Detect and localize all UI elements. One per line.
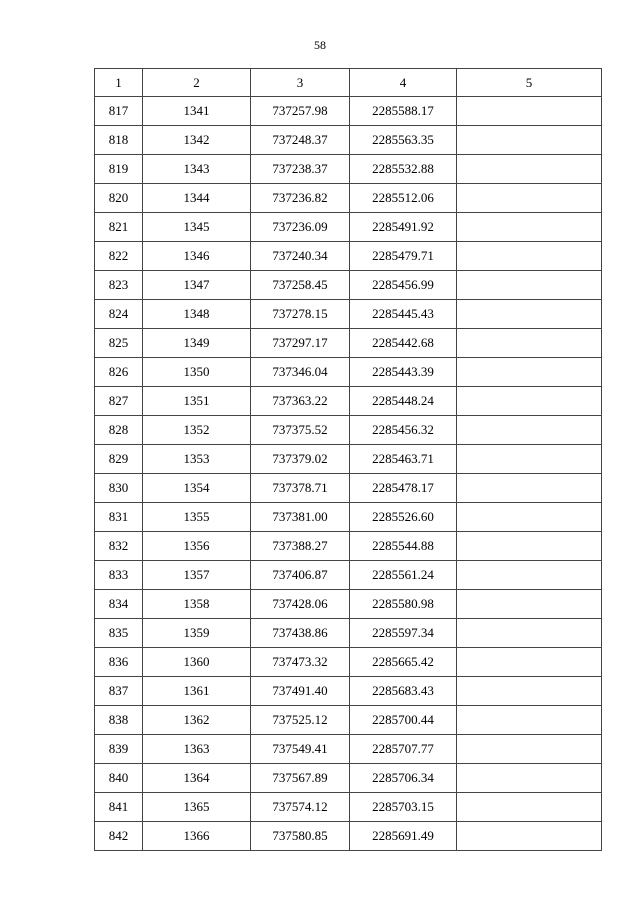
table-cell-col-4: 2285588.17 — [350, 97, 457, 126]
table-cell-col-2: 1348 — [143, 300, 251, 329]
table-cell-col-2: 1364 — [143, 764, 251, 793]
table-cell-col-1: 840 — [95, 764, 143, 793]
table-cell-col-3: 737278.15 — [251, 300, 350, 329]
table-cell-col-5 — [457, 213, 602, 242]
table-cell-col-4: 2285443.39 — [350, 358, 457, 387]
table-row — [95, 184, 602, 213]
table-cell-col-5 — [457, 184, 602, 213]
table-cell-col-2: 1342 — [143, 126, 251, 155]
page-number: 58 — [314, 38, 326, 52]
table-cell-col-4: 2285479.71 — [350, 242, 457, 271]
table-cell-col-5 — [457, 648, 602, 677]
table-cell-col-4: 2285512.06 — [350, 184, 457, 213]
table-cell-col-4: 2285478.17 — [350, 474, 457, 503]
table-cell-col-3: 737240.34 — [251, 242, 350, 271]
table-cell-col-4: 2285707.77 — [350, 735, 457, 764]
table-cell-col-5 — [457, 155, 602, 184]
table-cell-col-4: 2285691.49 — [350, 822, 457, 851]
column-header-2: 2 — [143, 69, 251, 97]
table-row — [95, 213, 602, 242]
table-cell-col-1: 827 — [95, 387, 143, 416]
table-cell-col-4: 2285445.43 — [350, 300, 457, 329]
table-cell-col-2: 1358 — [143, 590, 251, 619]
table-cell-col-2: 1351 — [143, 387, 251, 416]
table-cell-col-4: 2285683.43 — [350, 677, 457, 706]
table-cell-col-5 — [457, 793, 602, 822]
table-body — [95, 97, 602, 851]
table-cell-col-5 — [457, 97, 602, 126]
table-cell-col-3: 737549.41 — [251, 735, 350, 764]
table-cell-col-2: 1352 — [143, 416, 251, 445]
table-cell-col-5 — [457, 126, 602, 155]
table-cell-col-4: 2285563.35 — [350, 126, 457, 155]
table-cell-col-5 — [457, 735, 602, 764]
table-row — [95, 590, 602, 619]
table-cell-col-3: 737248.37 — [251, 126, 350, 155]
table-cell-col-5 — [457, 619, 602, 648]
column-header-3: 3 — [251, 69, 350, 97]
table-row — [95, 764, 602, 793]
table-cell-col-1: 830 — [95, 474, 143, 503]
table-cell-col-4: 2285703.15 — [350, 793, 457, 822]
table-cell-col-2: 1366 — [143, 822, 251, 851]
table-cell-col-4: 2285463.71 — [350, 445, 457, 474]
table-cell-col-5 — [457, 242, 602, 271]
table-cell-col-1: 834 — [95, 590, 143, 619]
table-cell-col-3: 737428.06 — [251, 590, 350, 619]
table-cell-col-3: 737258.45 — [251, 271, 350, 300]
table-cell-col-4: 2285448.24 — [350, 387, 457, 416]
table-cell-col-2: 1345 — [143, 213, 251, 242]
table-cell-col-1: 826 — [95, 358, 143, 387]
coordinates-table — [94, 68, 602, 851]
table-cell-col-2: 1347 — [143, 271, 251, 300]
column-header-4: 4 — [350, 69, 457, 97]
table-cell-col-2: 1355 — [143, 503, 251, 532]
table-cell-col-1: 820 — [95, 184, 143, 213]
table-cell-col-2: 1353 — [143, 445, 251, 474]
table-cell-col-1: 835 — [95, 619, 143, 648]
table-cell-col-4: 2285561.24 — [350, 561, 457, 590]
table-row — [95, 358, 602, 387]
table-cell-col-5 — [457, 822, 602, 851]
table-cell-col-1: 818 — [95, 126, 143, 155]
table-cell-col-3: 737438.86 — [251, 619, 350, 648]
table-cell-col-2: 1354 — [143, 474, 251, 503]
table-cell-col-4: 2285597.34 — [350, 619, 457, 648]
table-row — [95, 329, 602, 358]
table-cell-col-3: 737580.85 — [251, 822, 350, 851]
table-row — [95, 532, 602, 561]
table-cell-col-2: 1346 — [143, 242, 251, 271]
table-cell-col-2: 1350 — [143, 358, 251, 387]
table-cell-col-5 — [457, 300, 602, 329]
table-cell-col-2: 1365 — [143, 793, 251, 822]
table-cell-col-3: 737257.98 — [251, 97, 350, 126]
table-cell-col-2: 1357 — [143, 561, 251, 590]
table-cell-col-3: 737491.40 — [251, 677, 350, 706]
table-cell-col-3: 737236.09 — [251, 213, 350, 242]
table-cell-col-5 — [457, 590, 602, 619]
table-cell-col-1: 833 — [95, 561, 143, 590]
table-row — [95, 619, 602, 648]
table-cell-col-5 — [457, 677, 602, 706]
table-cell-col-4: 2285442.68 — [350, 329, 457, 358]
table-cell-col-3: 737525.12 — [251, 706, 350, 735]
table-cell-col-5 — [457, 358, 602, 387]
table-cell-col-1: 839 — [95, 735, 143, 764]
table-cell-col-3: 737388.27 — [251, 532, 350, 561]
table-cell-col-5 — [457, 764, 602, 793]
table-header-row — [95, 69, 602, 97]
table-row — [95, 97, 602, 126]
table-cell-col-3: 737238.37 — [251, 155, 350, 184]
table-cell-col-2: 1363 — [143, 735, 251, 764]
table-cell-col-5 — [457, 387, 602, 416]
table-cell-col-5 — [457, 706, 602, 735]
table-cell-col-1: 824 — [95, 300, 143, 329]
table-cell-col-4: 2285532.88 — [350, 155, 457, 184]
table-cell-col-4: 2285580.98 — [350, 590, 457, 619]
table-cell-col-4: 2285544.88 — [350, 532, 457, 561]
table-cell-col-3: 737346.04 — [251, 358, 350, 387]
table-cell-col-2: 1343 — [143, 155, 251, 184]
table-cell-col-5 — [457, 561, 602, 590]
table-cell-col-4: 2285526.60 — [350, 503, 457, 532]
table-row — [95, 474, 602, 503]
table-cell-col-2: 1349 — [143, 329, 251, 358]
table-cell-col-3: 737381.00 — [251, 503, 350, 532]
table-cell-col-2: 1361 — [143, 677, 251, 706]
table-row — [95, 706, 602, 735]
table-cell-col-3: 737297.17 — [251, 329, 350, 358]
table-cell-col-1: 817 — [95, 97, 143, 126]
table-cell-col-3: 737363.22 — [251, 387, 350, 416]
table-cell-col-2: 1362 — [143, 706, 251, 735]
table-row — [95, 300, 602, 329]
table-cell-col-1: 842 — [95, 822, 143, 851]
table-cell-col-3: 737473.32 — [251, 648, 350, 677]
table-row — [95, 793, 602, 822]
table-cell-col-1: 821 — [95, 213, 143, 242]
table-cell-col-2: 1341 — [143, 97, 251, 126]
table-cell-col-3: 737574.12 — [251, 793, 350, 822]
table-row — [95, 155, 602, 184]
table-row — [95, 735, 602, 764]
table-cell-col-4: 2285665.42 — [350, 648, 457, 677]
table-cell-col-1: 831 — [95, 503, 143, 532]
table-row — [95, 445, 602, 474]
table-cell-col-3: 737236.82 — [251, 184, 350, 213]
table-cell-col-1: 823 — [95, 271, 143, 300]
table-row — [95, 503, 602, 532]
table-cell-col-5 — [457, 474, 602, 503]
table-cell-col-3: 737406.87 — [251, 561, 350, 590]
table-cell-col-5 — [457, 329, 602, 358]
table-cell-col-2: 1356 — [143, 532, 251, 561]
table-cell-col-3: 737567.89 — [251, 764, 350, 793]
table-row — [95, 271, 602, 300]
table-cell-col-4: 2285491.92 — [350, 213, 457, 242]
table-cell-col-1: 822 — [95, 242, 143, 271]
table-cell-col-4: 2285456.32 — [350, 416, 457, 445]
table-cell-col-1: 825 — [95, 329, 143, 358]
table-row — [95, 126, 602, 155]
table-cell-col-1: 836 — [95, 648, 143, 677]
table-cell-col-1: 841 — [95, 793, 143, 822]
table-cell-col-4: 2285700.44 — [350, 706, 457, 735]
table-row — [95, 416, 602, 445]
table-cell-col-3: 737379.02 — [251, 445, 350, 474]
table-cell-col-4: 2285706.34 — [350, 764, 457, 793]
table-cell-col-4: 2285456.99 — [350, 271, 457, 300]
table-cell-col-1: 837 — [95, 677, 143, 706]
table-cell-col-5 — [457, 271, 602, 300]
column-header-1: 1 — [95, 69, 143, 97]
table-cell-col-1: 832 — [95, 532, 143, 561]
table-row — [95, 387, 602, 416]
table-cell-col-1: 819 — [95, 155, 143, 184]
table-cell-col-5 — [457, 416, 602, 445]
table-cell-col-3: 737375.52 — [251, 416, 350, 445]
table-cell-col-1: 838 — [95, 706, 143, 735]
table-row — [95, 561, 602, 590]
table-row — [95, 242, 602, 271]
table-row — [95, 822, 602, 851]
table-cell-col-1: 829 — [95, 445, 143, 474]
table-row — [95, 648, 602, 677]
column-header-5: 5 — [457, 69, 602, 97]
table-cell-col-5 — [457, 503, 602, 532]
table-cell-col-5 — [457, 532, 602, 561]
table-cell-col-3: 737378.71 — [251, 474, 350, 503]
table-cell-col-1: 828 — [95, 416, 143, 445]
table-cell-col-2: 1360 — [143, 648, 251, 677]
table-cell-col-2: 1344 — [143, 184, 251, 213]
table-row — [95, 677, 602, 706]
table-cell-col-5 — [457, 445, 602, 474]
table-cell-col-2: 1359 — [143, 619, 251, 648]
